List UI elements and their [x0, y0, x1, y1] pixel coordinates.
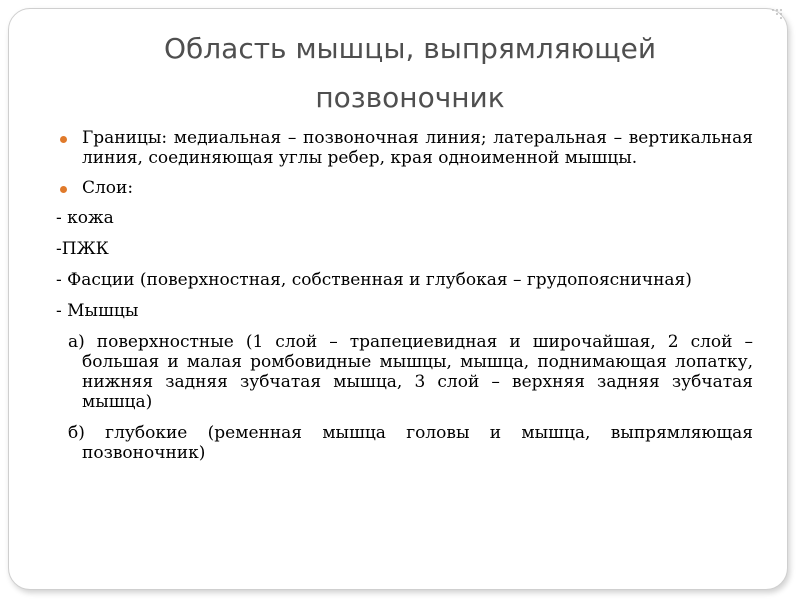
subitem-superficial: а) поверхностные (1 слой – трапециевидная и широчайшая, 2 слой – большая и малая ромбовидные мышцы, мышца, поднимающая лопатку, нижняя задняя зубчатая мышца, 3 слой – верхняя задняя зубчатая мышца)	[68, 332, 753, 412]
subitem-deep: б) глубокие (ременная мышца головы и мышца, выпрямляющая позвоночник)	[68, 423, 753, 463]
bullet-item-borders	[56, 128, 753, 168]
bullet-text: Границы: медиальная – позвоночная линия; латеральная – вертикальная линия, соединяющая углы ребер, края одноименной мышцы.	[82, 128, 753, 168]
bullet-text: Слои:	[82, 178, 134, 198]
slide-title: Область мышцы, выпрямляющей позвоночник	[163, 32, 657, 114]
bullet-dot-icon	[60, 186, 67, 193]
layer-line-skin: - кожа	[56, 208, 114, 228]
layer-line-fascia: - Фасции (поверхностная, собственная и глубокая – грудопоясничная)	[56, 270, 692, 290]
layer-line-fat: -ПЖК	[56, 239, 109, 259]
slide-body	[56, 128, 753, 474]
bullet-item-layers	[56, 178, 753, 198]
bullet-dot-icon	[60, 136, 67, 143]
layer-line-muscles: - Мышцы	[56, 301, 139, 321]
corner-decoration-icon	[771, 8, 784, 21]
